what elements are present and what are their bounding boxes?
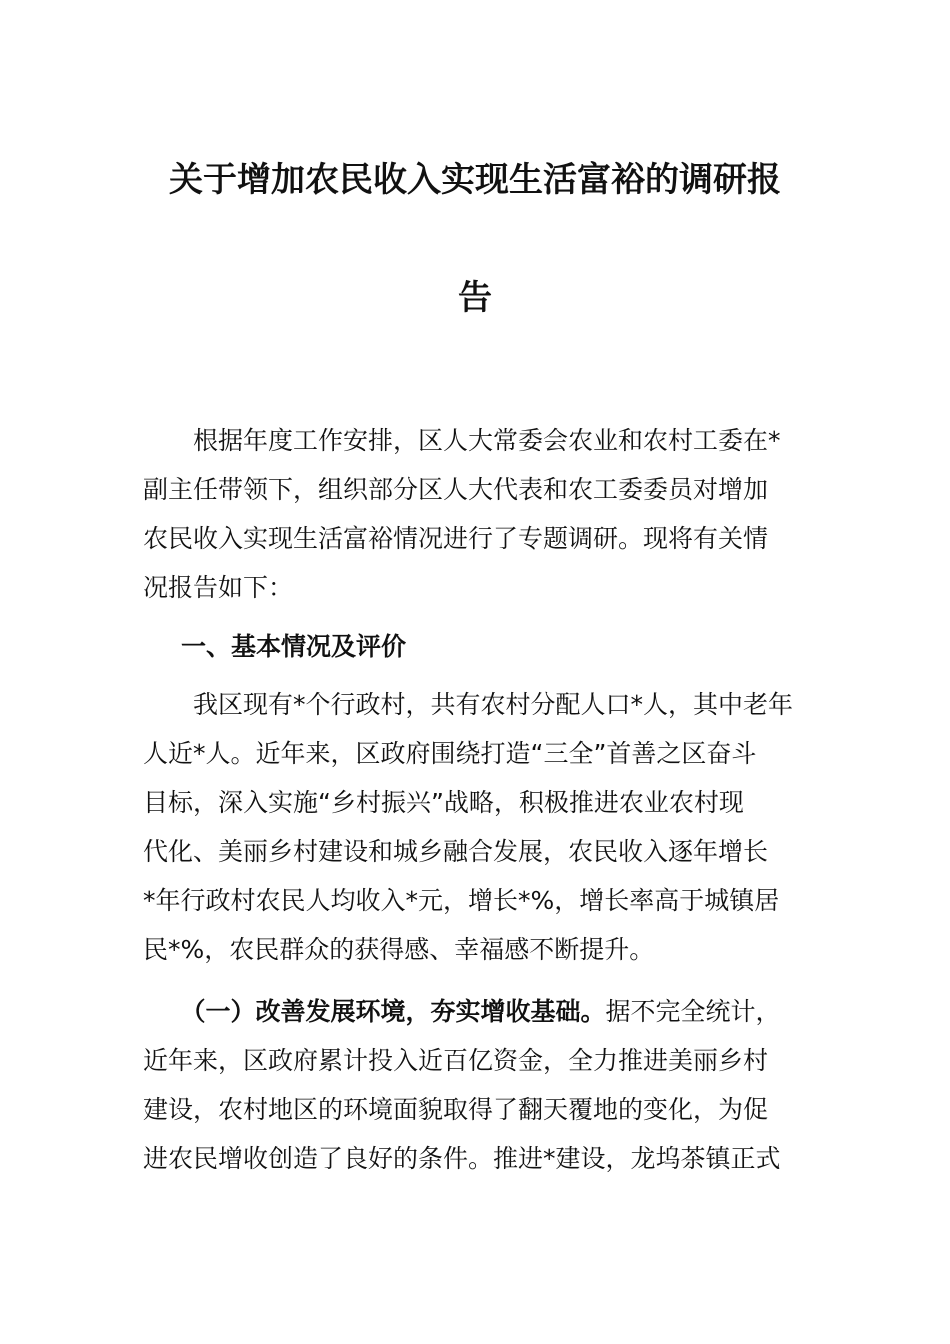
- subsection-1-line-4: 进农民增收创造了良好的条件。推进*建设，龙坞茶镇正式: [143, 1144, 781, 1173]
- subsection-1-bold-lead: （一）改善发展环境，夯实增收基础。: [143, 997, 606, 1026]
- paragraph-1-line-3: 农民收入实现生活富裕情况进行了专题调研。现将有关情: [143, 524, 769, 553]
- section-1-heading: 一、基本情况及评价: [181, 632, 407, 661]
- document-title-line-1: 关于增加农民收入实现生活富裕的调研报: [169, 160, 781, 200]
- paragraph-1-line-4: 况报告如下：: [143, 573, 294, 602]
- document-title-line-2: 告: [458, 278, 492, 318]
- paragraph-1-line-2: 副主任带领下，组织部分区人大代表和农工委委员对增加: [143, 475, 769, 504]
- paragraph-1-line-1: 根据年度工作安排，区人大常委会农业和农村工委在*: [143, 426, 781, 455]
- paragraph-2-line-6: 民*%，农民群众的获得感、幸福感不断提升。: [143, 935, 655, 964]
- subsection-1-line-1: [143, 987, 813, 1036]
- paragraph-2-line-3: 目标，深入实施“乡村振兴”战略，积极推进农业农村现: [143, 788, 744, 817]
- paragraph-2-line-4: 代化、美丽乡村建设和城乡融合发展，农民收入逐年增长: [143, 837, 769, 866]
- subsection-1-line-2: 近年来，区政府累计投入近百亿资金，全力推进美丽乡村: [143, 1046, 769, 1075]
- paragraph-2-line-2: 人近*人。近年来，区政府围绕打造“三全”首善之区奋斗: [143, 739, 757, 768]
- subsection-1-line-3: 建设，农村地区的环境面貌取得了翻天覆地的变化，为促: [143, 1095, 769, 1124]
- paragraph-2-line-1: 我区现有*个行政村，共有农村分配人口*人，其中老年: [143, 690, 794, 719]
- subsection-1-lead-rest: 据不完全统计，: [605, 997, 781, 1026]
- paragraph-2-line-5: *年行政村农民人均收入*元，增长*%，增长率高于城镇居: [143, 886, 780, 915]
